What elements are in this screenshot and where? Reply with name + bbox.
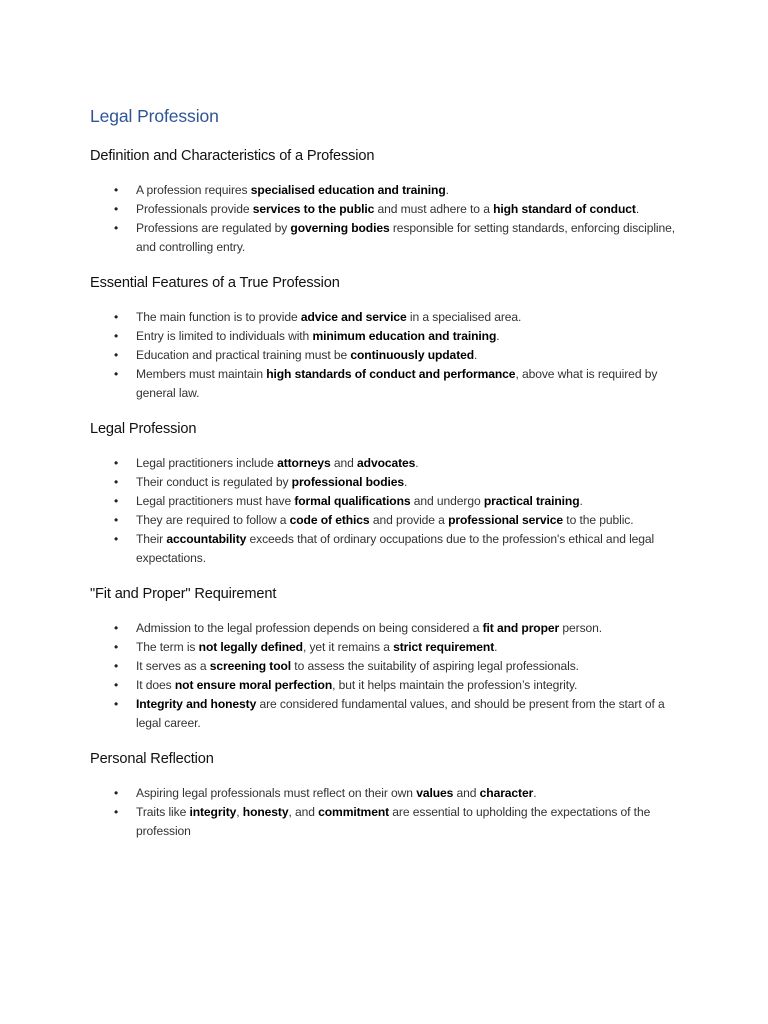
section-2 — [90, 418, 690, 568]
bullet-icon: • — [114, 494, 119, 508]
bullet-icon: • — [114, 786, 119, 800]
text-run: in a specialised area. — [406, 310, 522, 324]
text-run: It does — [136, 678, 175, 692]
text-run: It serves as a — [136, 659, 210, 673]
text-run: They are required to follow a — [136, 513, 290, 527]
text-run: The term is — [136, 640, 199, 654]
list-item-text — [136, 805, 650, 838]
list-item — [90, 454, 690, 473]
list-item-text — [136, 348, 477, 362]
emphasized-text: code of ethics — [289, 513, 370, 527]
section-3 — [90, 583, 690, 733]
text-run: to assess the suitability of aspiring legal professionals. — [291, 659, 579, 673]
section-heading: "Fit and Proper" Requirement — [90, 586, 277, 602]
emphasized-text: professional bodies — [291, 475, 404, 489]
text-run: Entry is limited to individuals with — [136, 329, 313, 343]
text-run: . — [579, 494, 583, 508]
list-item — [90, 492, 690, 511]
section-heading: Legal Profession — [90, 421, 197, 437]
list-item-text — [136, 494, 583, 508]
list-item — [90, 181, 690, 200]
text-run: . — [635, 202, 640, 216]
list-item — [90, 530, 690, 568]
bullet-icon: • — [114, 513, 119, 527]
list-item-text — [136, 786, 536, 800]
emphasized-text: specialised education and training — [250, 183, 446, 197]
text-run: are essential to upholding the expectations of the profession — [136, 805, 651, 838]
emphasized-text: governing bodies — [290, 221, 390, 235]
emphasized-text: advocates — [357, 456, 416, 470]
bullet-icon: • — [114, 697, 119, 711]
list-item-text — [136, 697, 665, 730]
section-4 — [90, 748, 690, 841]
bullet-icon: • — [114, 805, 119, 819]
list-item — [90, 200, 690, 219]
list-item-text — [136, 513, 633, 527]
list-item — [90, 619, 690, 638]
list-item — [90, 219, 690, 257]
list-item-text — [136, 678, 577, 692]
text-run: are considered fundamental values, and should be present from the start of a legal career. — [136, 697, 665, 730]
emphasized-text: commitment — [318, 805, 390, 819]
list-item-text — [136, 202, 639, 216]
list-item-text — [136, 532, 654, 565]
text-run: and — [453, 786, 480, 800]
emphasized-text: services to the public — [252, 202, 375, 216]
bullet-icon: • — [114, 329, 119, 343]
text-run: Admission to the legal profession depends on being considered a — [136, 621, 483, 635]
text-run: , but it helps maintain the profession’s integrity. — [332, 678, 578, 692]
section-heading: Definition and Characteristics of a Profession — [90, 148, 375, 164]
bullet-icon: • — [114, 640, 119, 654]
emphasized-text: fit and proper — [482, 621, 560, 635]
section-0 — [90, 145, 690, 257]
emphasized-text: advice and service — [300, 310, 407, 324]
bullet-list — [90, 308, 690, 403]
list-item-text — [136, 367, 657, 400]
bullet-list — [90, 454, 690, 568]
text-run: Education and practical training must be — [136, 348, 351, 362]
emphasized-text: continuously updated — [350, 348, 475, 362]
bullet-icon: • — [114, 532, 119, 546]
text-run: Members must maintain — [136, 367, 267, 381]
list-item-text — [136, 475, 407, 489]
section-heading: Essential Features of a True Profession — [90, 275, 340, 291]
text-run: . — [494, 640, 498, 654]
list-item — [90, 327, 690, 346]
list-item-text — [136, 310, 521, 324]
text-run: , — [236, 805, 243, 819]
list-item — [90, 803, 690, 841]
text-run: . — [474, 348, 478, 362]
document-title: Legal Profession — [90, 106, 219, 126]
bullet-icon: • — [114, 456, 119, 470]
bullet-icon: • — [114, 678, 119, 692]
text-run: to the public. — [563, 513, 634, 527]
text-run: , and — [288, 805, 319, 819]
list-item — [90, 365, 690, 403]
emphasized-text: minimum education and training — [312, 329, 497, 343]
bullet-icon: • — [114, 310, 119, 324]
section-1 — [90, 272, 690, 403]
emphasized-text: attorneys — [277, 456, 331, 470]
text-run: . — [496, 329, 500, 343]
text-run: and provide a — [369, 513, 449, 527]
list-item-text — [136, 456, 419, 470]
text-run: . — [445, 183, 449, 197]
text-run: and — [330, 456, 358, 470]
text-run: The main function is to provide — [136, 310, 301, 324]
emphasized-text: practical training — [483, 494, 580, 508]
bullet-icon: • — [114, 367, 119, 381]
list-item — [90, 308, 690, 327]
text-run: Traits like — [136, 805, 190, 819]
list-item — [90, 676, 690, 695]
list-item-text — [136, 621, 602, 635]
text-run: Professionals provide — [136, 202, 253, 216]
emphasized-text: honesty — [242, 805, 289, 819]
text-run: , above what is required by general law. — [136, 367, 658, 400]
emphasized-text: high standard of conduct — [493, 202, 636, 216]
bullet-icon: • — [114, 659, 119, 673]
text-run: and must adhere to a — [374, 202, 494, 216]
list-item-text — [136, 183, 449, 197]
text-run: Professions are regulated by — [136, 221, 291, 235]
text-run: Aspiring legal professionals must reflect on their own — [136, 786, 417, 800]
list-item — [90, 784, 690, 803]
list-item — [90, 473, 690, 492]
bullet-icon: • — [114, 475, 119, 489]
text-run: and undergo — [410, 494, 484, 508]
list-item-text — [136, 659, 579, 673]
list-item — [90, 657, 690, 676]
list-item-text — [136, 221, 675, 254]
list-item — [90, 511, 690, 530]
emphasized-text: accountability — [166, 532, 247, 546]
bullet-list — [90, 619, 690, 733]
emphasized-text: formal qualifications — [294, 494, 411, 508]
bullet-icon: • — [114, 621, 119, 635]
list-item — [90, 638, 690, 657]
text-run: Legal practitioners include — [136, 456, 278, 470]
emphasized-text: professional service — [448, 513, 564, 527]
document-content — [90, 104, 690, 856]
text-run: . — [404, 475, 408, 489]
bullet-icon: • — [114, 183, 119, 197]
emphasized-text: values — [416, 786, 454, 800]
text-run: responsible for setting standards, enforcing discipline, and controlling entry. — [136, 221, 676, 254]
list-item-text — [136, 640, 497, 654]
text-run: Their conduct is regulated by — [136, 475, 292, 489]
bullet-icon: • — [114, 221, 119, 235]
emphasized-text: character — [479, 786, 534, 800]
section-heading: Personal Reflection — [90, 751, 214, 767]
text-run: person. — [559, 621, 603, 635]
bullet-icon: • — [114, 202, 119, 216]
emphasized-text: strict requirement — [393, 640, 495, 654]
sections-container — [90, 145, 690, 841]
emphasized-text: screening tool — [209, 659, 292, 673]
text-run: Their — [136, 532, 167, 546]
emphasized-text: Integrity and honesty — [136, 697, 257, 711]
text-run: , yet it remains a — [302, 640, 394, 654]
emphasized-text: high standards of conduct and performance — [266, 367, 516, 381]
emphasized-text: not legally defined — [198, 640, 303, 654]
text-run: . — [415, 456, 419, 470]
emphasized-text: not ensure moral perfection — [174, 678, 333, 692]
text-run: . — [533, 786, 537, 800]
text-run: exceeds that of ordinary occupations due to the profession's ethical and legal expectations. — [136, 532, 655, 565]
bullet-icon: • — [114, 348, 119, 362]
bullet-list — [90, 181, 690, 257]
list-item — [90, 346, 690, 365]
text-run: Legal practitioners must have — [136, 494, 295, 508]
list-item — [90, 695, 690, 733]
list-item-text — [136, 329, 500, 343]
bullet-list — [90, 784, 690, 841]
emphasized-text: integrity — [189, 805, 237, 819]
text-run: A profession requires — [136, 183, 251, 197]
